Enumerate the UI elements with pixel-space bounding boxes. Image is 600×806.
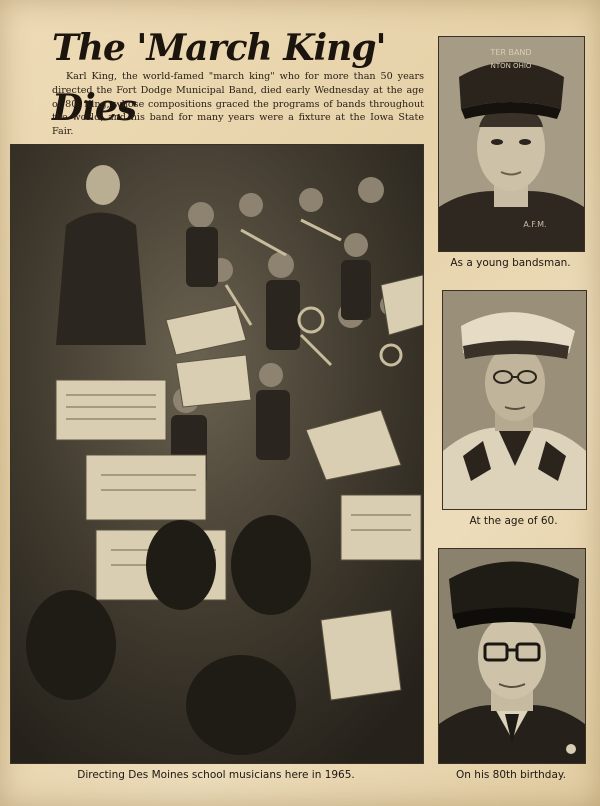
collar-insignia-text: A.F.M. bbox=[523, 220, 547, 229]
caption-young-bandsman: As a young bandsman. bbox=[450, 257, 571, 269]
article-intro: Karl King, the world-famed "march king" who for more than 50 years directed the Fort Dodge Municipal Band, died early Wednesday at the age of 80. King, whose compositions graced the programs of bands throughout the world, and his band for many years were a fixture at the Iowa State Fair. bbox=[52, 71, 424, 138]
caption-main-photo: Directing Des Moines school musicians here in 1965. bbox=[77, 769, 355, 781]
cap-band-text: TER BAND bbox=[490, 48, 532, 57]
caption-80th-birthday: On his 80th birthday. bbox=[456, 769, 566, 781]
headline: The 'March King' Dies bbox=[52, 27, 386, 129]
caption-age-60: At the age of 60. bbox=[469, 515, 558, 527]
photo-young-bandsman bbox=[438, 36, 585, 252]
main-photo-band bbox=[10, 144, 424, 764]
photo-age-60 bbox=[442, 290, 587, 510]
cap-city-text: NTON OHIO bbox=[490, 62, 532, 70]
photo-80th-birthday bbox=[438, 548, 586, 764]
